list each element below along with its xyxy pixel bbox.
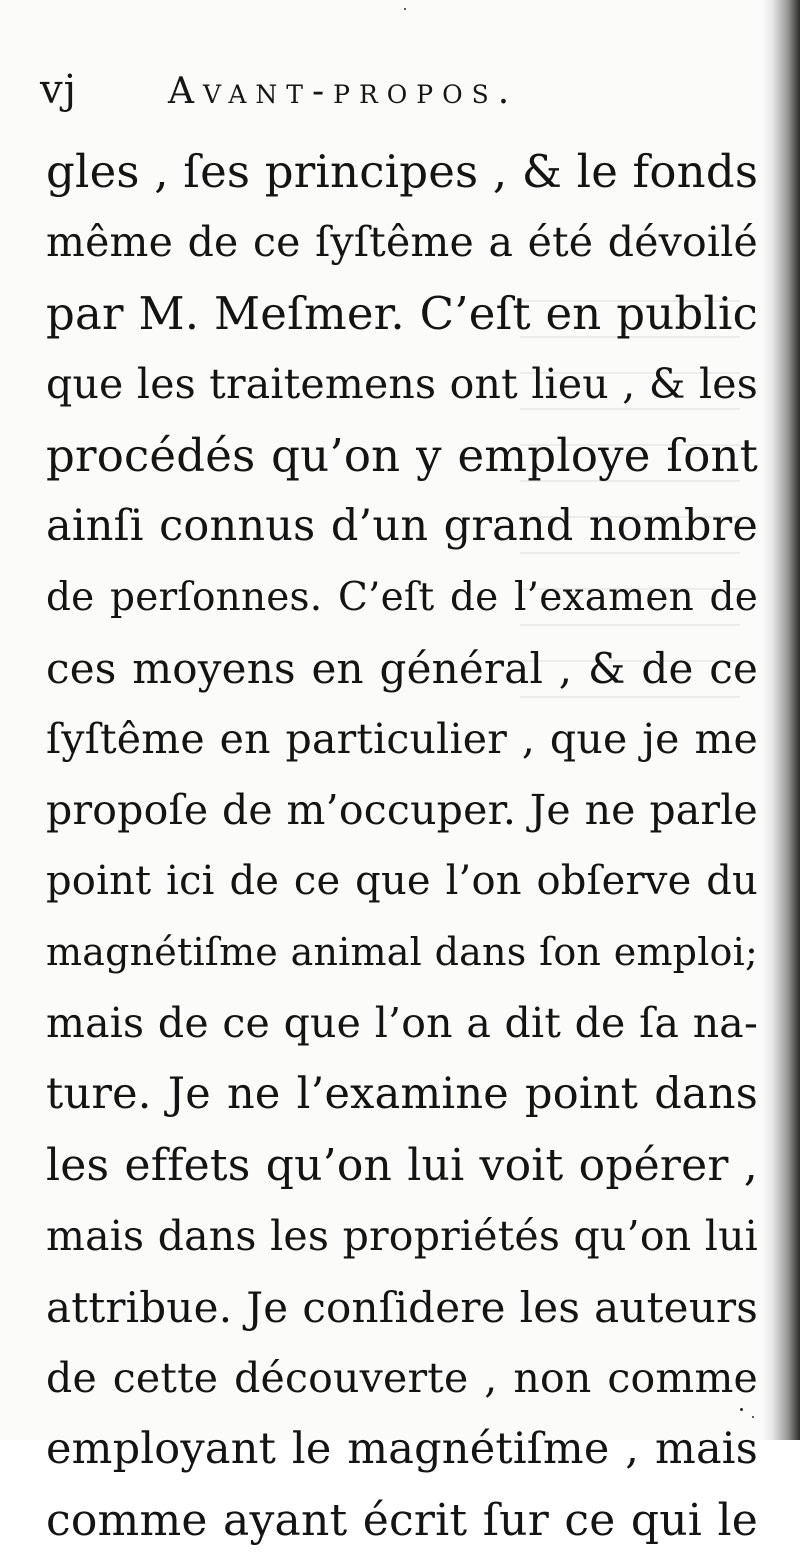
body-text — [46, 136, 758, 1556]
text-line: point ici de ce que l’on obſerve du — [46, 858, 758, 904]
text-line: employant le magnétiſme , mais — [46, 1424, 758, 1474]
page-header — [40, 62, 760, 122]
text-line: gles , ſes principes , & le fonds — [46, 145, 759, 198]
text-line: ture. Je ne l’examine point dans — [46, 1069, 758, 1119]
text-line: même de ce ſyſtême a été dévoilé — [46, 218, 758, 266]
page-gutter-shadow — [762, 0, 772, 1440]
text-line: ces moyens en général , & de ce — [46, 644, 758, 693]
text-line: les effets qu’on lui voit opérer , — [46, 1140, 758, 1191]
paper-speck — [752, 1416, 754, 1418]
text-line: que les traitemens ont lieu , & les — [46, 360, 758, 408]
page-edge — [772, 0, 800, 1440]
text-line: de perſonnes. C’eſt de l’examen de — [46, 575, 758, 620]
text-line: mais dans les propriétés qu’on lui — [46, 1212, 758, 1260]
text-line: attribue. Je conſidere les auteurs — [46, 1283, 758, 1332]
text-line: propoſe de m’occuper. Je ne parle — [46, 786, 758, 834]
text-line: de cette découverte , non comme — [46, 1354, 758, 1402]
text-line: ainſi connus d’un grand nombre — [46, 501, 758, 551]
paper-speck — [740, 1408, 743, 1411]
text-line: mais de ce que l’on a dit de ſa na- — [46, 999, 758, 1047]
page-number: vj — [40, 67, 77, 113]
text-line: procédés qu’on y employe ſont — [46, 429, 758, 482]
paper-speck — [404, 8, 406, 10]
text-line: comme ayant écrit ſur ce qui le — [46, 1495, 758, 1546]
text-line: magnétiſme animal dans ſon emploi; — [46, 930, 758, 974]
running-head: Avant-propos. — [168, 71, 519, 112]
text-line: par M. Meſmer. C’eſt en public — [46, 287, 758, 340]
text-line: ſyſtême en particulier , que je me — [46, 715, 758, 763]
